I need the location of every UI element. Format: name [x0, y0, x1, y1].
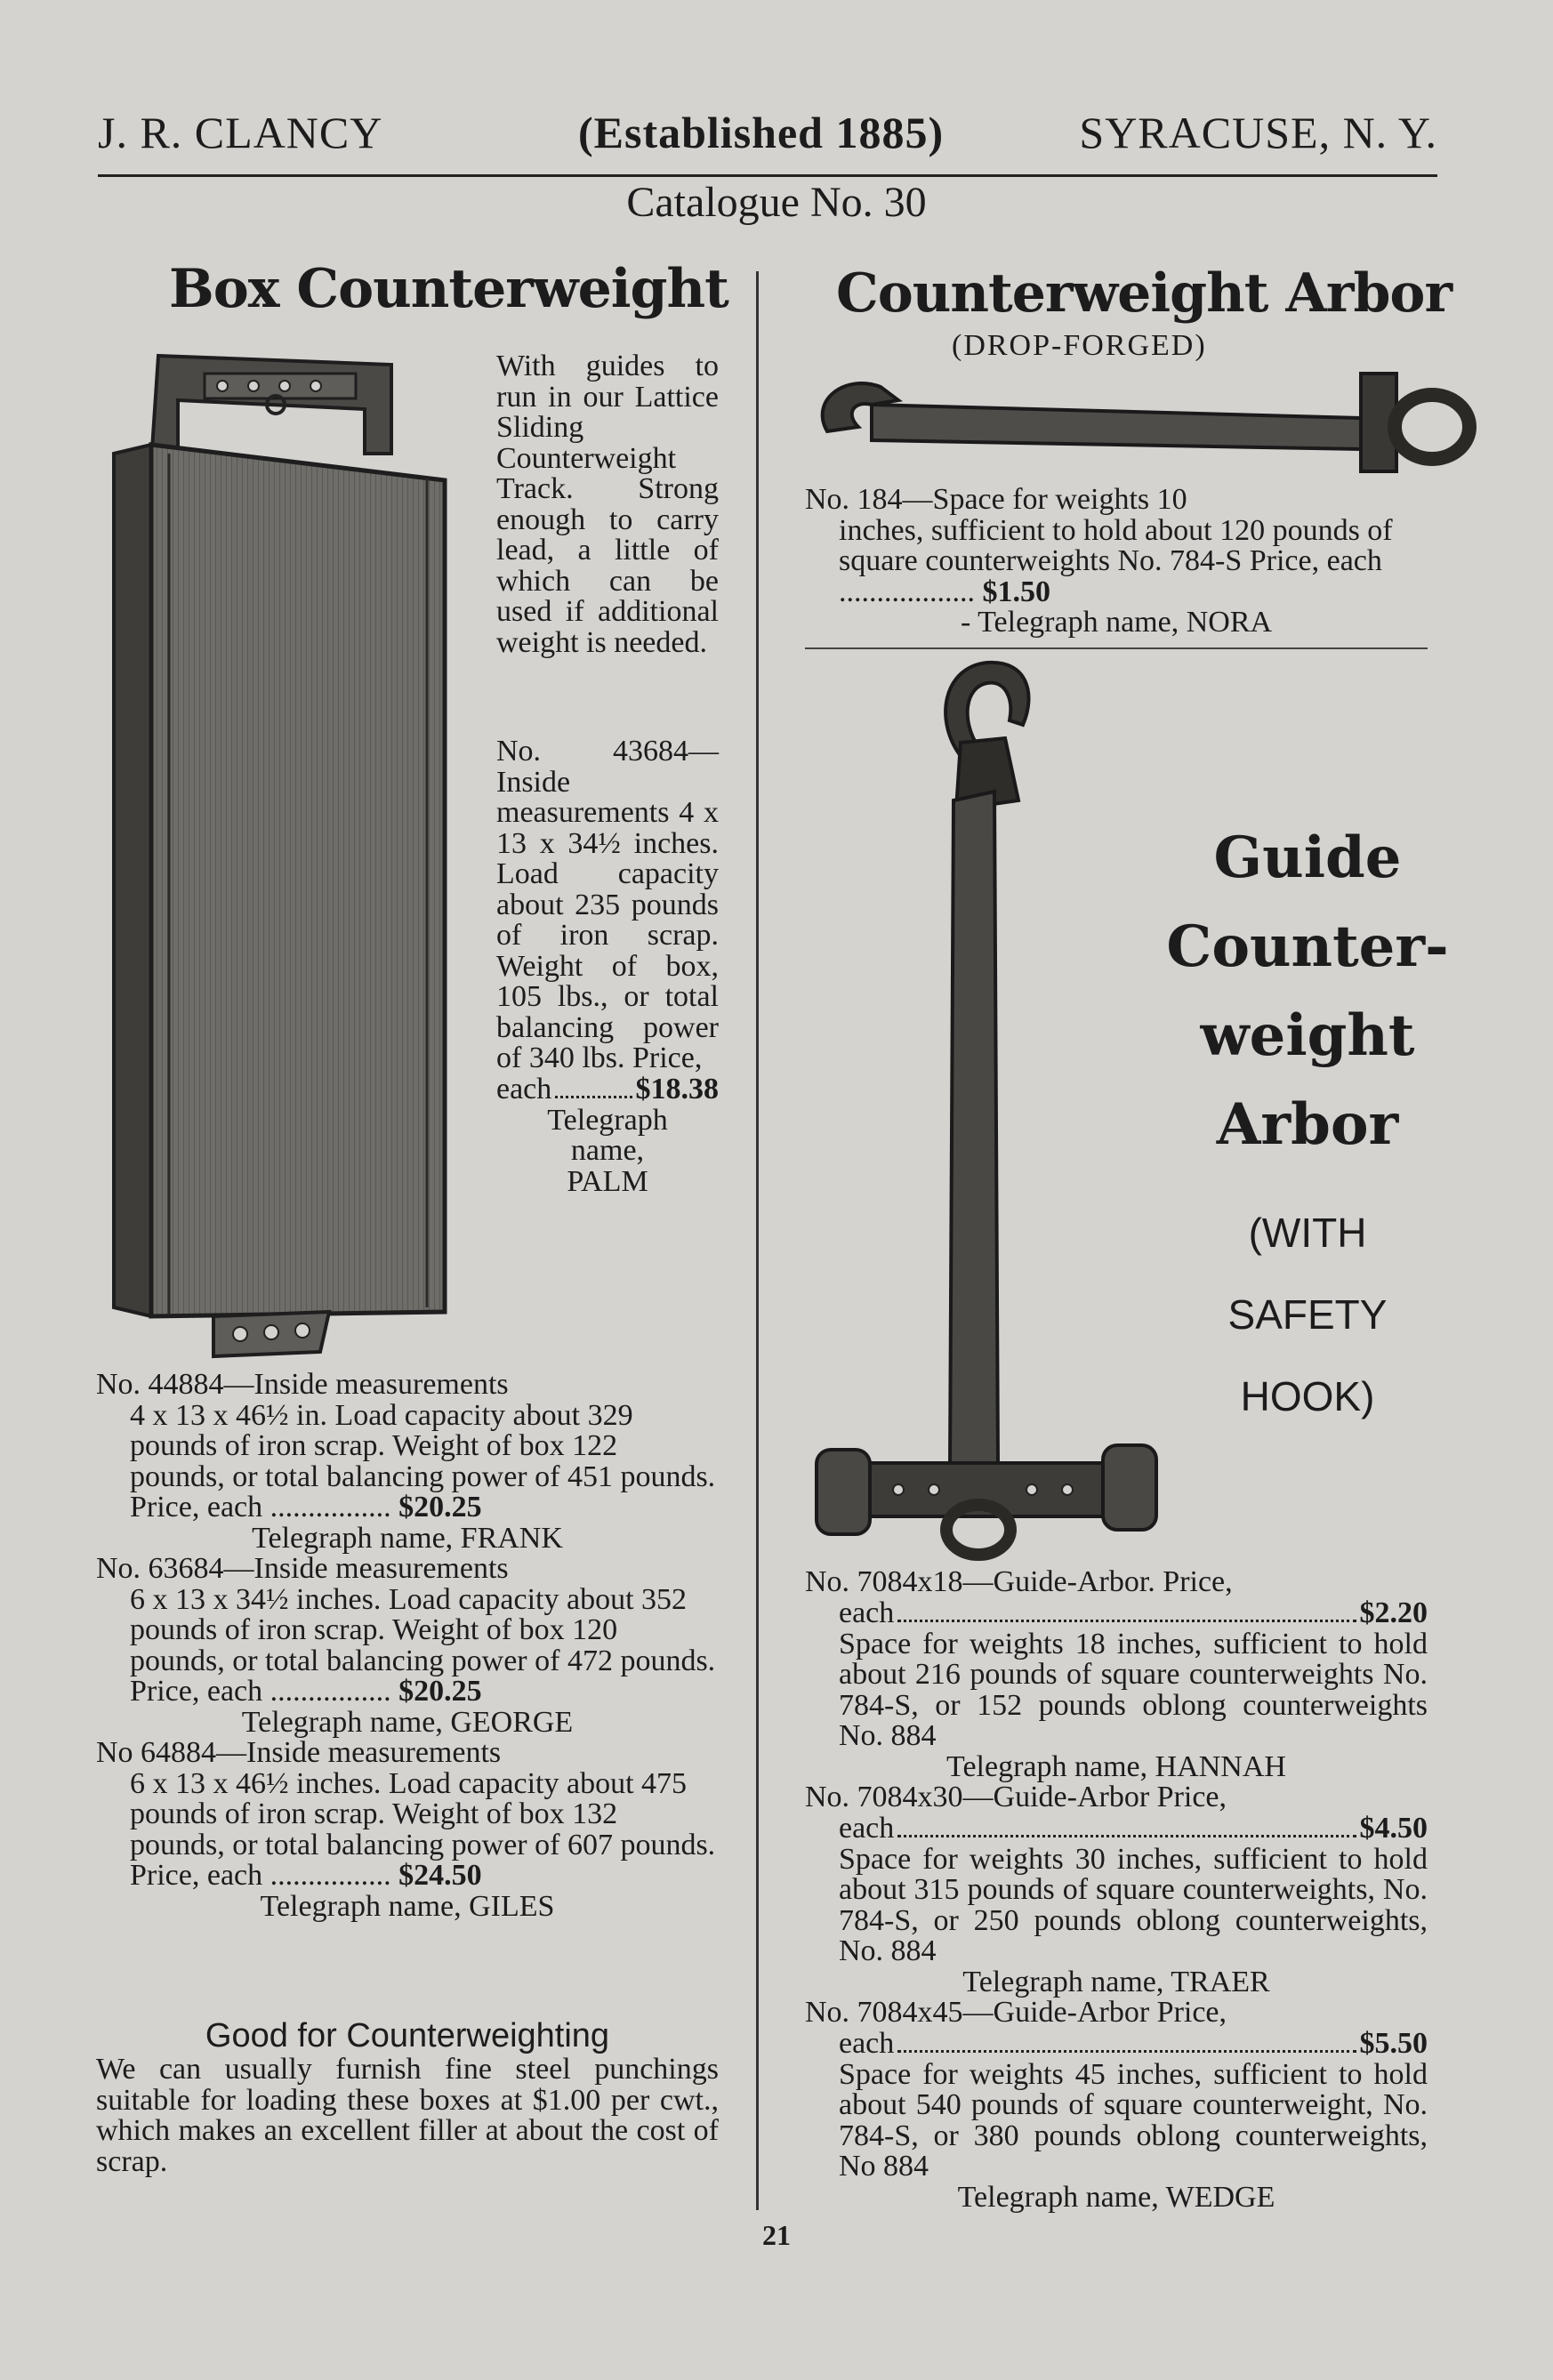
item-7084x45-telegraph: Telegraph name, WEDGE — [957, 2180, 1275, 2214]
item-7084x45-body: Space for weights 45 inches, sufficient to hold about 540 pounds of square counterweight, No. 784-S, or 380 pounds oblong counterweights, No 884 — [839, 2057, 1428, 2183]
item-63684-body-row — [96, 1582, 719, 1708]
item-44884-lead: No. 44884—Inside measurements — [96, 1368, 509, 1401]
item-7084x30-price-row — [805, 1813, 1428, 1845]
guide-arbor-items — [805, 1567, 1428, 2213]
item-63684-lead: No. 63684—Inside measurements — [96, 1552, 509, 1585]
item-7084x30-body: Space for weights 30 inches, sufficient to hold about 315 pounds of square counterweights, No. 784-S, or 250 pounds oblong counterweights, No. 884 — [839, 1842, 1428, 1967]
item-184-price: $1.50 — [982, 575, 1050, 608]
item-7084x45 — [805, 1998, 1428, 2213]
box-items-list — [96, 1370, 719, 1922]
item-7084x30-lead: No. 7084x30—Guide-Arbor Price, — [805, 1781, 1227, 1813]
section-separator — [805, 647, 1428, 649]
item-64884-body-row — [96, 1766, 719, 1892]
item-7084x18 — [805, 1567, 1428, 1782]
price-label: each — [839, 1596, 895, 1629]
item-63684-price: $20.25 — [398, 1675, 482, 1708]
box-counterweight-illustration — [98, 329, 454, 1361]
item-7084x45-lead: No. 7084x45—Guide-Arbor Price, — [805, 1996, 1227, 2029]
box-intro-text: With guides to run in our Lattice Sliding Counterweight Track. Strong enough to carry lead, a little of which can be used if additional weight is needed. — [496, 350, 719, 659]
safety-hook-subtitle — [1165, 1192, 1450, 1437]
item-7084x45-price: $5.50 — [1359, 2026, 1428, 2060]
leader-dots — [555, 1096, 632, 1098]
column-divider — [756, 271, 759, 2210]
item-7084x18-body: Space for weights 18 inches, sufficient to hold about 216 pounds of square counterweights No. 784-S, or 152 pounds oblong counterweights No. 884 — [839, 1627, 1428, 1752]
box-counterweight-title: Box Counterweight — [169, 258, 728, 320]
leader-dots: ................ — [270, 1859, 391, 1892]
item-63684-telegraph: Telegraph name, GEORGE — [241, 1705, 574, 1739]
item-184-body: inches, sufficient to hold about 120 pounds of square counterweights No. 784-S Price, each — [839, 513, 1393, 577]
header-city: SYRACUSE, N. Y. — [1079, 108, 1437, 157]
item-7084x18-price-row — [805, 1598, 1428, 1629]
item-64884-price: $24.50 — [398, 1859, 482, 1892]
guide-title-line-1: Guide — [1213, 824, 1402, 891]
good-for-counterweighting-heading: Good for Counterweighting — [205, 2017, 610, 2054]
item-43684-price-row — [496, 1074, 719, 1106]
item-44884-telegraph: Telegraph name, FRANK — [252, 1521, 563, 1555]
item-44884-body: 4 x 13 x 46½ in. Load capacity about 329 pounds of iron scrap. Weight of box 122 pounds, or total balancing power of 451 pounds. Price, each — [130, 1398, 716, 1524]
drop-forged-subtitle: (DROP-FORGED) — [952, 329, 1207, 362]
item-184-body-row — [805, 513, 1428, 608]
item-64884-lead: No 64884—Inside measurements — [96, 1736, 502, 1769]
price-label: each — [839, 1811, 895, 1845]
item-7084x45-price-row — [805, 2026, 1428, 2060]
item-7084x18-telegraph: Telegraph name, HANNAH — [946, 1749, 1286, 1783]
page-number: 21 — [762, 2219, 791, 2251]
item-64884-body: 6 x 13 x 46½ inches. Load capacity about 475 pounds of iron scrap. Weight of box 132 pounds, or total balancing power of 607 pounds. Price, each — [130, 1766, 716, 1892]
item-7084x18-price: $2.20 — [1359, 1596, 1428, 1629]
item-43684-text: No. 43684—Inside measurements 4 x 13 x 34½ inches. Load capacity about 235 pounds of iron scrap. Weight of box, 105 lbs., or total balancing power of 340 lbs. Price, — [496, 735, 719, 1074]
leader-dots: ................ — [270, 1491, 391, 1524]
guide-title-line-3: weight — [1200, 1002, 1415, 1069]
item-7084x30-price: $4.50 — [1359, 1811, 1428, 1845]
guide-title-line-4: Arbor — [1216, 1091, 1399, 1158]
leader-dots — [897, 1835, 1356, 1837]
good-for-counterweighting-text: We can usually furnish fine steel punchings suitable for loading these boxes at $1.00 per cwt., which makes an excellent filler at about the cost of scrap. — [96, 2053, 719, 2178]
item-7084x30 — [805, 1782, 1428, 1998]
safety-sub-line-2: SAFETY — [1227, 1291, 1388, 1338]
catalogue-number: Catalogue No. 30 — [626, 179, 927, 226]
safety-sub-line-3: HOOK) — [1240, 1373, 1375, 1419]
telegraph-label-2: name, — [570, 1134, 645, 1167]
guide-arbor-title — [1165, 814, 1450, 1170]
item-64884-telegraph: Telegraph name, GILES — [260, 1889, 555, 1923]
item-7084x18-lead: No. 7084x18—Guide-Arbor. Price, — [805, 1565, 1233, 1598]
guide-title-line-2: Counter- — [1166, 913, 1449, 980]
counterweight-arbor-illustration — [792, 365, 1477, 480]
leader-dots — [897, 1620, 1356, 1622]
item-44884-body-row — [96, 1398, 719, 1524]
item-43684 — [496, 736, 719, 1197]
safety-sub-line-1: (WITH — [1248, 1210, 1367, 1256]
price-label: each — [839, 2026, 895, 2060]
counterweight-arbor-title: Counterweight Arbor — [836, 262, 1452, 325]
item-184-lead: No. 184—Space for weights 10 — [805, 483, 1187, 516]
item-44884-price: $20.25 — [398, 1491, 482, 1524]
telegraph-label-1: Telegraph — [547, 1103, 668, 1137]
leader-dots: ................ — [270, 1675, 391, 1708]
arbor-item-184 — [805, 485, 1428, 639]
item-43684-price: $18.38 — [635, 1072, 719, 1106]
item-7084x30-telegraph: Telegraph name, TRAER — [962, 1965, 1270, 1998]
header-rule — [98, 174, 1437, 177]
telegraph-name-palm: PALM — [567, 1164, 648, 1198]
header-company: J. R. CLANCY — [98, 108, 383, 157]
price-label: each — [496, 1072, 552, 1106]
item-63684-body: 6 x 13 x 34½ inches. Load capacity about 352 pounds of iron scrap. Weight of box 120 pounds, or total balancing power of 472 pounds. Price, each — [130, 1582, 716, 1708]
item-184-telegraph: - Telegraph name, NORA — [960, 606, 1273, 639]
leader-dots: .................. — [839, 575, 975, 608]
leader-dots — [897, 2050, 1356, 2053]
guide-arbor-illustration — [801, 658, 1192, 1565]
header-established: (Established 1885) — [578, 108, 945, 157]
